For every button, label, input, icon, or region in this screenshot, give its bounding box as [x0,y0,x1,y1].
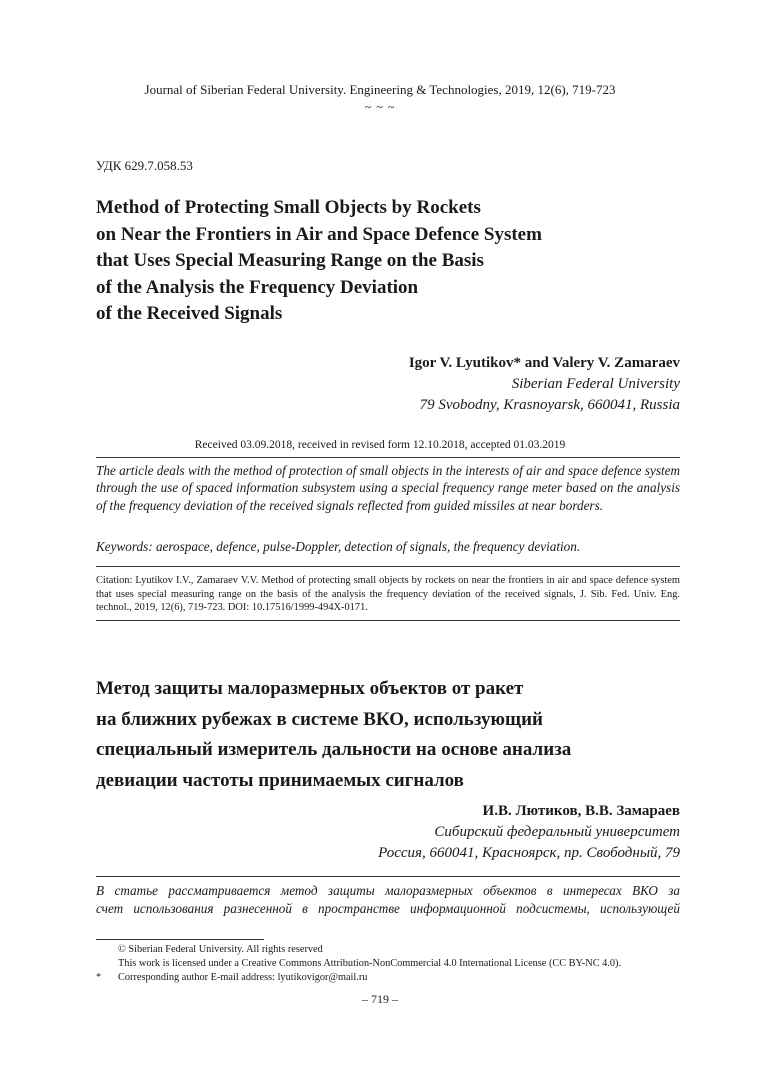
abstract-en: The article deals with the method of protection of small objects in the interests of air and space defence system through the use of spaced information subsystem using a special frequency range meter based on the analysis of the frequency deviation of the received signals reflected from guided missiles at near borders. [96,463,680,513]
title-en-line: of the Received Signals [96,303,283,324]
received-dates: Received 03.09.2018, received in revised form 12.10.2018, accepted 01.03.2019 [194,439,566,451]
authors-en: Igor V. Lyutikov* and Valery V. Zamaraev [408,355,680,371]
corresponding-author-note [96,971,696,985]
footnote-asterisk: * [96,972,102,983]
citation: Citation: Lyutikov I.V., Zamaraev V.V. Method of protecting small objects by rockets on near the frontiers in air and space defence system that uses special measuring range on the basis of the analysis the frequency deviation of the received signals, J. Sib. Fed. Univ. Eng. technol., 2019, 12(6), 719-723. DOI: 10.17516/1999-494X-0171. [96,575,680,614]
affiliation-ru-university: Сибирский федеральный университет [434,824,680,840]
title-en-line: that Uses Special Measuring Range on the Basis [96,250,484,271]
license-note: This work is licensed under a Creative Commons Attribution-NonCommercial 4.0 International License (CC BY-NC 4.0). [118,958,622,969]
abstract-ru-line: счет использования разнесенной в пространстве информационной подсистемы, использующей [96,901,680,916]
title-en-line: Method of Protecting Small Objects by Rockets [96,197,481,218]
title-ru-line: специальный измеритель дальности на основе анализа [96,739,572,760]
affiliation-en-address: 79 Svobodny, Krasnoyarsk, 660041, Russia [419,397,680,413]
journal-header: Journal of Siberian Federal University. Engineering & Technologies, 2019, 12(6), 719-723 [144,82,616,97]
title-ru-line: девиации частоты принимаемых сигналов [96,769,464,791]
keywords-en: Keywords: aerospace, defence, pulse-Doppler, detection of signals, the frequency deviation. [96,539,581,554]
title-ru-line: Метод защиты малоразмерных объектов от ракет [96,678,524,699]
title-en-line: of the Analysis the Frequency Deviation [96,276,419,298]
title-ru-line: на ближних рубежах в системе ВКО, использующий [96,708,543,730]
corresponding-author-email[interactable]: Corresponding author E-mail address: lyutikovigor@mail.ru [118,972,368,983]
divider-rule [96,876,680,877]
affiliation-ru-address: Россия, 660041, Красноярск, пр. Свободный, 79 [378,845,680,861]
article-title-ru [96,674,680,796]
header-divider: ~ ~ ~ [364,100,396,114]
affiliation-en-university: Siberian Federal University [511,376,680,392]
abstract-ru-line: В статье рассматривается метод защиты малоразмерных объектов в интересах ВКО за [96,883,680,898]
footnote-rule [96,939,264,940]
abstract-ru [96,882,680,918]
title-en-line: on Near the Frontiers in Air and Space Defence System [96,223,542,245]
divider-rule [96,457,680,458]
divider-rule [96,566,680,567]
footnotes [96,943,696,985]
divider-rule [96,620,680,621]
authors-ru: И.В. Лютиков, В.В. Замараев [482,803,680,819]
page-number: – 719 – [362,992,398,1006]
copyright-note: © Siberian Federal University. All rights reserved [118,944,323,955]
article-title-en [96,195,676,328]
udk-code: УДК 629.7.058.53 [96,158,193,173]
